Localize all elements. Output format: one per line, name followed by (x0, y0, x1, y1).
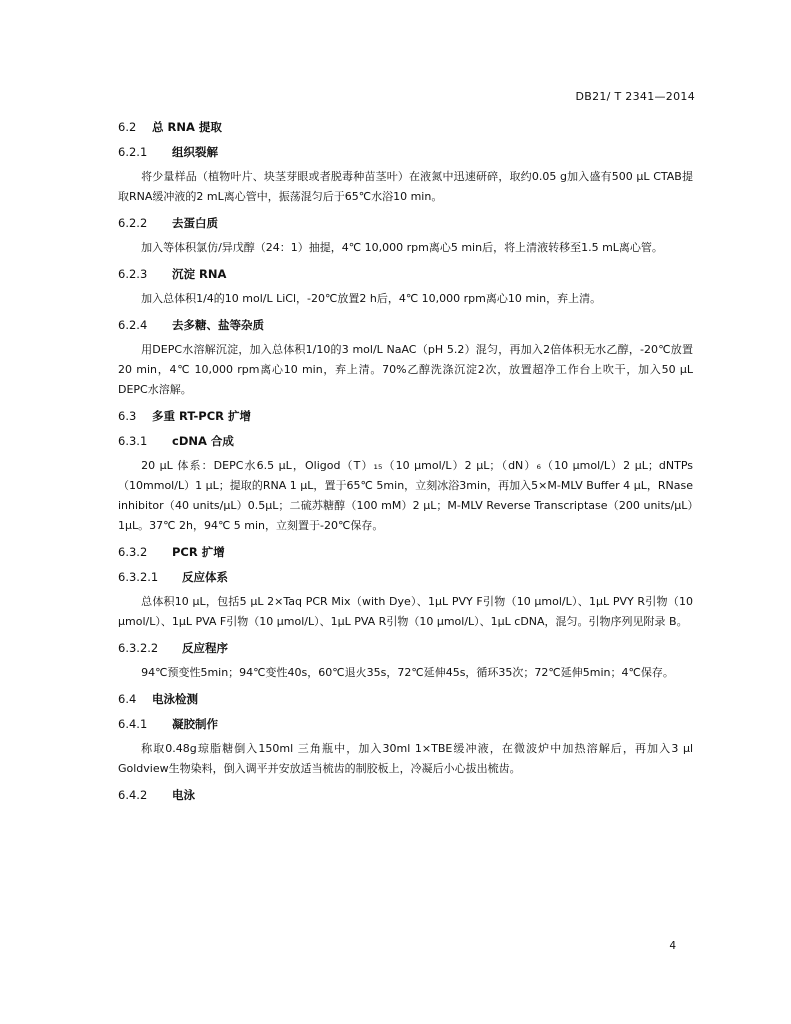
subsection-heading: 6.4.2 电泳 (118, 788, 195, 802)
paragraph: 总体积10 μL，包括5 μL 2×Taq PCR Mix（with Dye）、1μL PVY F引物（10 μmol/L）、1μL PVY R引物（10 μmol/L）、1μL PVA F引物（10 μmol/L）、1μL PVA R引物（10 μmol/L）、1μL cDNA，混匀。引物序列见附录 B。 (118, 595, 693, 628)
subsection-heading: 6.2.2 去蛋白质 (118, 216, 218, 230)
section-heading: 6.2 总 RNA 提取 (118, 120, 222, 134)
paragraph: 加入等体积氯仿/异戊醇（24：1）抽提，4℃ 10,000 rpm离心5 min后，将上清液转移至1.5 mL离心管。 (141, 241, 663, 254)
document-code: DB21/ T 2341—2014 (575, 90, 695, 103)
subsubsection-heading: 6.3.2.2 反应程序 (118, 641, 228, 655)
document-body (118, 118, 693, 804)
subsection-heading: 6.2.1 组织裂解 (118, 145, 218, 159)
page-number: 4 (669, 940, 676, 952)
paragraph: 将少量样品（植物叶片、块茎芽眼或者脱毒种苗茎叶）在液氮中迅速研碎，取约0.05 g加入盛有500 μL CTAB提取RNA缓冲液的2 mL离心管中，振荡混匀后于65℃水浴10 min。 (118, 170, 693, 203)
subsection-heading: 6.2.4 去多糖、盐等杂质 (118, 318, 264, 332)
paragraph: 20 μL 体系：DEPC水6.5 μL，Oligod（T）₁₅（10 μmol/L）2 μL；（dN）₆（10 μmol/L）2 μL；dNTPs（10mmol/L）1 μL；提取的RNA 1 μL，置于65℃ 5min，立刻冰浴3min，再加入5×M-MLV Buffer 4 μL，RNase inhibitor（40 units/μL）0.5μL；二硫苏糖醇（100 mM）2 μL；M-MLV Reverse Transcriptase（200 units/μL）1μL。37℃ 2h，94℃ 5 min，立刻置于-20℃保存。 (118, 459, 693, 532)
subsection-heading: 6.4.1 凝胶制作 (118, 717, 218, 731)
subsection-heading: 6.2.3 沉淀 RNA (118, 267, 227, 281)
section-heading: 6.4 电泳检测 (118, 692, 198, 706)
paragraph: 94℃预变性5min；94℃变性40s，60℃退火35s，72℃延伸45s，循环35次；72℃延伸5min；4℃保存。 (141, 666, 674, 679)
section-heading: 6.3 多重 RT-PCR 扩增 (118, 409, 251, 423)
paragraph: 加入总体积1/4的10 mol/L LiCl，-20℃放置2 h后，4℃ 10,000 rpm离心10 min，弃上清。 (141, 292, 602, 305)
subsection-heading: 6.3.1 cDNA 合成 (118, 434, 234, 448)
subsubsection-heading: 6.3.2.1 反应体系 (118, 570, 228, 584)
paragraph: 称取0.48g琼脂糖倒入150ml 三角瓶中，加入30ml 1×TBE缓冲液，在微波炉中加热溶解后，再加入3 μl Goldview生物染料，倒入调平并安放适当梳齿的制胶板上，冷凝后小心拔出梳齿。 (118, 742, 693, 775)
paragraph: 用DEPC水溶解沉淀，加入总体积1/10的3 mol/L NaAC（pH 5.2）混匀，再加入2倍体积无水乙醇，-20℃放置20 min，4℃ 10,000 rpm离心10 min，弃上清。70%乙醇洗涤沉淀2次，放置超净工作台上吹干，加入50 μL DEPC水溶解。 (118, 343, 693, 396)
subsection-heading: 6.3.2 PCR 扩增 (118, 545, 225, 559)
